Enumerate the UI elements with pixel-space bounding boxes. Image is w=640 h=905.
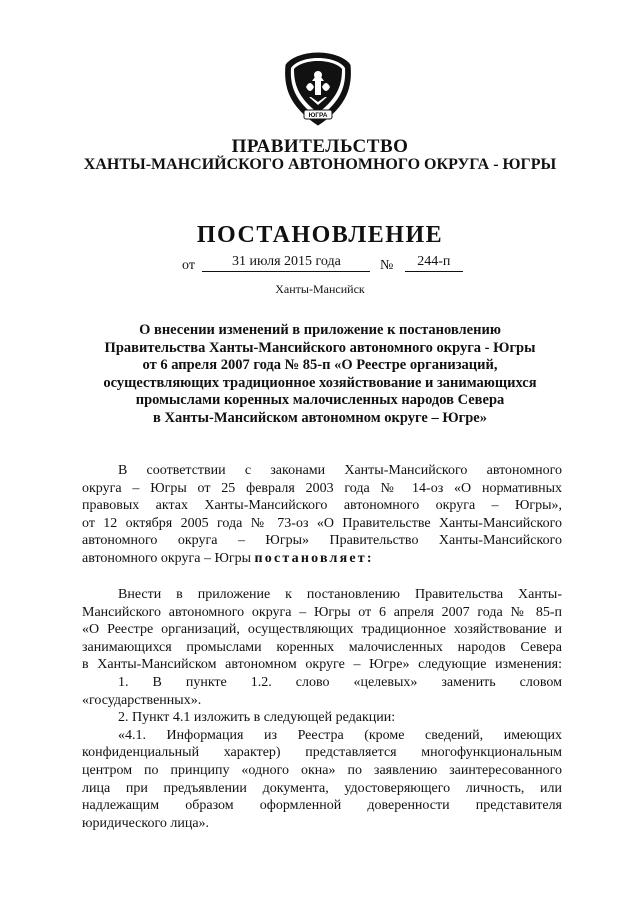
body-line: юридического лица». [82,815,210,831]
government-title: ПРАВИТЕЛЬСТВО [231,136,409,157]
subject-line: Правительства Ханты-Мансийского автономного округа - Югры [104,339,536,356]
body-line: конфиденциальный характер) представляется многофункциональным [82,745,562,761]
preamble-last-line [82,550,562,568]
body-line: 1. В пункте 1.2. слово «целевых» заменить словом [118,674,562,690]
body-line: «О Реестре организаций, осуществляющих традиционное хозяйствование и [82,622,562,638]
decree-number: 244-п [405,254,463,272]
preamble-line: В соответствии с законами Ханты-Мансийского автономного [118,463,562,478]
emblem-label: ЮГРА [308,112,328,119]
preamble-line: округа – Югры от 25 февраля 2003 года № 14-оз «О нормативных [82,480,562,496]
resolves-word: постановляет: [254,550,374,566]
decree-date: 31 июля 2015 года [202,254,370,272]
preamble-line: от 12 октября 2005 года № 73-оз «О Правительстве Ханты-Мансийского [82,515,562,531]
document-type-title: ПОСТАНОВЛЕНИЕ [196,222,444,248]
coat-of-arms-emblem [282,51,354,127]
date-number-row [182,256,463,274]
date-prefix: от [182,258,195,273]
subject-line: О внесении изменений в приложение к постановлению [139,322,501,338]
body-line: «4.1. Информация из Реестра (кроме сведений, имеющих [118,727,562,743]
body-line: надлежащим образом оформленной доверенности представителя [82,798,562,814]
subject-line: промыслами коренных малочисленных народов Севера [135,392,505,408]
subject-line: в Ханты-Мансийском автономном округе – Югре» [153,409,487,426]
body-line: Мансийского автономного округа – Югры от 6 апреля 2007 года № 85-п [82,604,562,620]
body-line: Внести в приложение к постановлению Правительства Ханты- [118,587,562,602]
body-line: занимающихся промыслами коренных малочисленных народов Севера [82,639,562,655]
body-line: «государственных». [82,692,202,708]
body-line: центром по принципу «одного окна» по заявлению заинтересованного [82,762,562,778]
preamble-line: автономного округа – Югры [82,550,255,566]
number-prefix: № [379,258,394,273]
preamble-paragraph [82,462,562,568]
body-line: 2. Пункт 4.1 изложить в следующей редакции: [118,710,396,726]
subject-line: от 6 апреля 2007 года № 85-п «О Реестре организаций, [142,357,498,373]
government-region: ХАНТЫ-МАНСИЙСКОГО АВТОНОМНОГО ОКРУГА - ЮГРЫ [83,156,557,173]
decree-subject [60,322,580,427]
decree-body [82,586,562,832]
preamble-line: правовых актах Ханты-Мансийского автономного округа – Югры», [82,498,562,514]
body-line: лица при предъявлении документа, удостоверяющего личность, или [82,780,562,796]
preamble-line: автономного округа – Югры» Правительство Ханты-Мансийского [82,533,562,549]
subject-line: осуществляющих традиционное хозяйствование и занимающихся [103,374,537,391]
body-line: в Ханты-Мансийском автономном округе – Югре» следующие изменения: [82,657,562,673]
city-name: Ханты-Мансийск [275,282,365,296]
